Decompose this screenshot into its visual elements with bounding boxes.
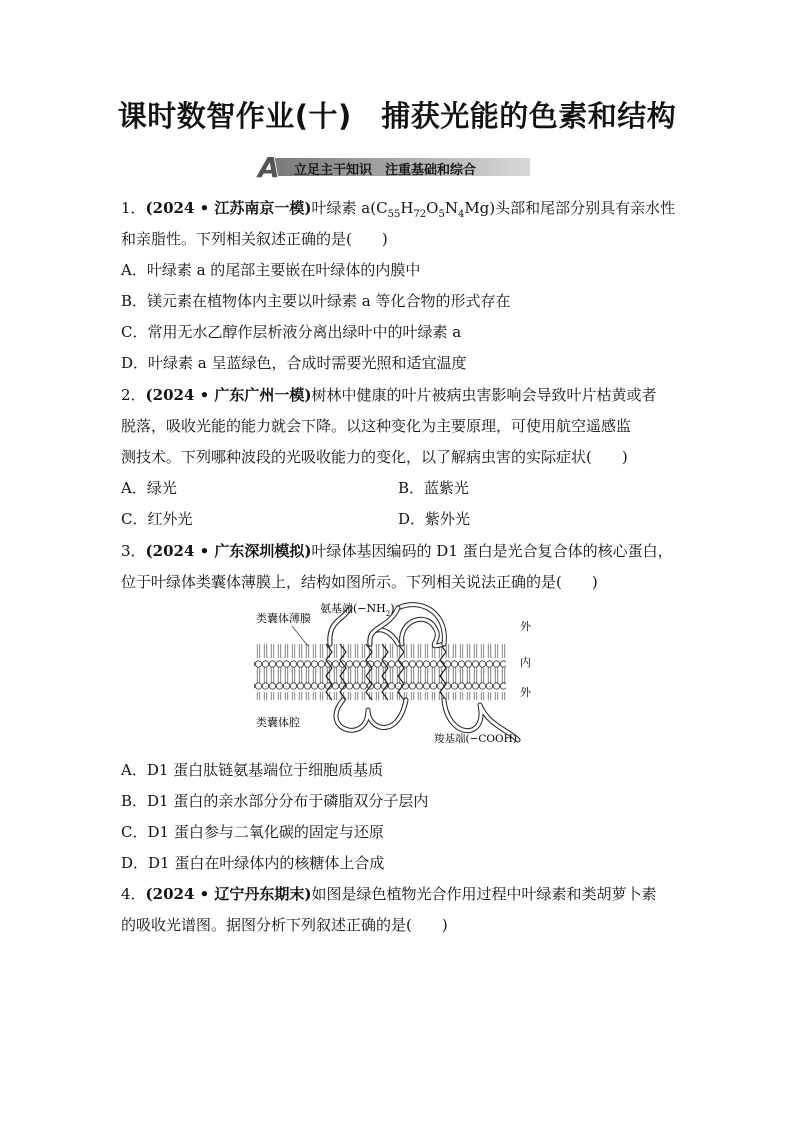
q1-f6: N	[444, 199, 458, 217]
q1-option-b: B．镁元素在植物体内主要以叶绿素 a 等化合物的形式存在	[121, 292, 511, 310]
page-title: 课时数智作业(十) 捕获光能的色素和结构	[117, 99, 677, 133]
q1-option-c: C．常用无水乙醇作层析液分离出绿叶中的叶绿素 a	[121, 323, 462, 341]
lipid-layer-top	[254, 644, 506, 674]
q2-number: 2．	[121, 386, 146, 404]
q4-number: 4．	[121, 885, 146, 903]
q2-stem-line2: 脱落，吸收光能的能力就会下降。以这种变化为主要原理，可使用航空遥感监	[121, 417, 632, 435]
q3-option-c: C．D1 蛋白参与二氧化碳的固定与还原	[121, 823, 384, 841]
lipid-layer-bottom	[254, 670, 506, 700]
q1-f5: 5	[438, 209, 445, 220]
label-outer-bottom: 外	[520, 686, 531, 699]
q4-stem-line1	[121, 884, 657, 904]
q2-option-d: D．紫外光	[398, 510, 471, 528]
label-outer-top: 外	[520, 620, 531, 633]
q3-stem-line1	[121, 541, 673, 561]
q3-source: (2024 • 广东深圳模拟)	[145, 542, 312, 560]
label-thylakoid-lumen: 类囊体腔	[256, 716, 300, 729]
q2-source: (2024 • 广东广州一模)	[145, 386, 312, 404]
q1-stem-a: 叶绿素 a(C	[311, 199, 388, 217]
q2-stem-a: 树林中健康的叶片被病虫害影响会导致叶片枯黄或者	[311, 386, 657, 404]
label-membrane-leader	[292, 626, 308, 646]
q2-option-a: A．绿光	[121, 479, 177, 497]
section-banner	[258, 151, 530, 184]
label-inner: 内	[520, 656, 531, 669]
q1-f1: 55	[387, 209, 401, 220]
q1-option-d: D．叶绿素 a 呈蓝绿色，合成时需要光照和适宜温度	[121, 354, 467, 372]
q4-stem-a: 如图是绿色植物光合作用过程中叶绿素和类胡萝卜素	[311, 885, 657, 903]
q1-stem-line2: 和亲脂性。下列相关叙述正确的是( )	[121, 230, 388, 248]
q1-f8: Mg)头部和尾部分别具有亲水性	[464, 199, 676, 217]
q4-stem-line2: 的吸收光谱图。据图分析下列叙述正确的是( )	[121, 916, 448, 934]
q2-stem-line3: 测技术。下列哪种波段的光吸收能力的变化，以了解病虫害的实际症状( )	[121, 448, 628, 466]
q1-f3: 72	[413, 209, 427, 220]
q1-number: 1．	[121, 199, 146, 217]
q2-option-c: C．红外光	[121, 510, 193, 528]
q1-source: (2024 • 江苏南京一模)	[145, 199, 312, 217]
d1-protein-figure	[248, 600, 558, 750]
q1-f2: H	[400, 199, 414, 217]
label-thylakoid-membrane: 类囊体薄膜	[256, 612, 311, 625]
label-amino-terminal: 氨基端$(-NH_2)$	[320, 602, 395, 618]
q3-stem-a: 叶绿体基因编码的 D1 蛋白是光合复合体的核心蛋白，	[311, 542, 673, 560]
q3-stem-line2: 位于叶绿体类囊体薄膜上，结构如图所示。下列相关说法正确的是( )	[121, 573, 598, 591]
q3-number: 3．	[121, 542, 146, 560]
q3-option-b: B．D1 蛋白的亲水部分分布于磷脂双分子层内	[121, 792, 429, 810]
q1-stem-line1	[121, 198, 675, 218]
section-letter: A	[258, 151, 280, 184]
q3-option-d: D．D1 蛋白在叶绿体内的核糖体上合成	[121, 854, 385, 872]
q2-option-b: B．蓝紫光	[398, 479, 470, 497]
q4-source: (2024 • 辽宁丹东期末)	[145, 885, 312, 903]
q1-f7: 4	[457, 209, 465, 220]
label-carboxyl-terminal: 羧基端(−COOH)	[434, 733, 517, 745]
q2-stem-line1	[121, 385, 657, 405]
q3-option-a: A．D1 蛋白肽链氨基端位于细胞质基质	[121, 761, 384, 779]
section-text: 立足主干知识 注重基础和综合	[294, 163, 477, 178]
q1-option-a: A．叶绿素 a 的尾部主要嵌在叶绿体的内膜中	[121, 261, 421, 279]
q1-f4: O	[426, 199, 439, 217]
